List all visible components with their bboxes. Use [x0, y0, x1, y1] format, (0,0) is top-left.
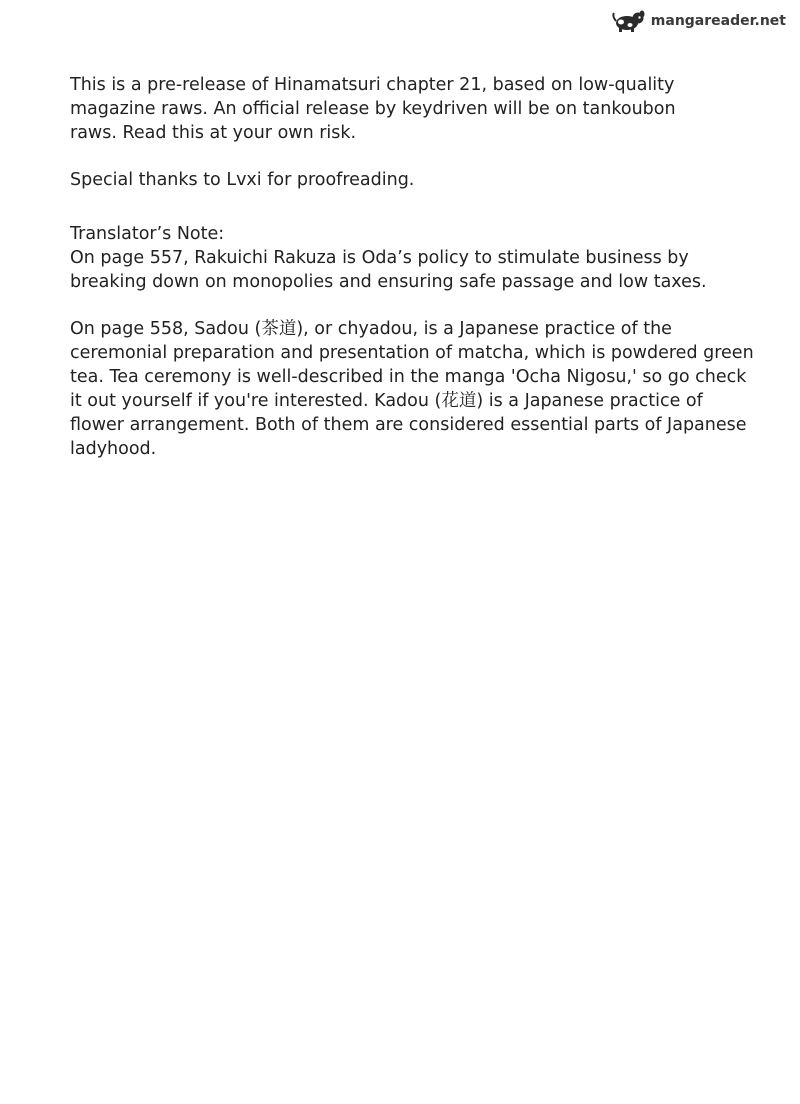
- thanks-paragraph: [70, 168, 750, 192]
- watermark-text: mangareader.net: [650, 13, 786, 29]
- text-line: tea. Tea ceremony is well-described in the manga 'Ocha Nigosu,' so go check: [70, 367, 747, 387]
- text-line: This is a pre-release of Hinamatsuri chapter 21, based on low-quality: [70, 75, 675, 95]
- dog-mascot-icon: [611, 10, 647, 32]
- text-line: Special thanks to Lvxi for proofreading.: [70, 170, 415, 190]
- translator-notes: [70, 73, 754, 461]
- note-heading: Translator’s Note:: [70, 224, 225, 244]
- text-line: On page 557, Rakuichi Rakuza is Oda’s policy to stimulate business by: [70, 248, 689, 268]
- text-line: flower arrangement. Both of them are considered essential parts of Japanese: [70, 415, 747, 435]
- text-line: ceremonial preparation and presentation of matcha, which is powdered green: [70, 343, 754, 363]
- site-watermark: [611, 10, 786, 32]
- sadou-paragraph: [70, 317, 754, 461]
- text-line: raws. Read this at your own risk.: [70, 123, 357, 143]
- release-paragraph: [70, 73, 750, 145]
- text-line: On page 558, Sadou (茶道), or chyadou, is a Japanese practice of the: [70, 319, 672, 339]
- text-line: it out yourself if you're interested. Kadou (花道) is a Japanese practice of: [70, 391, 703, 411]
- text-line: breaking down on monopolies and ensuring safe passage and low taxes.: [70, 272, 707, 292]
- text-line: ladyhood.: [70, 439, 157, 459]
- text-line: magazine raws. An official release by keydriven will be on tankoubon: [70, 99, 676, 119]
- translator-note-paragraph: [70, 222, 750, 294]
